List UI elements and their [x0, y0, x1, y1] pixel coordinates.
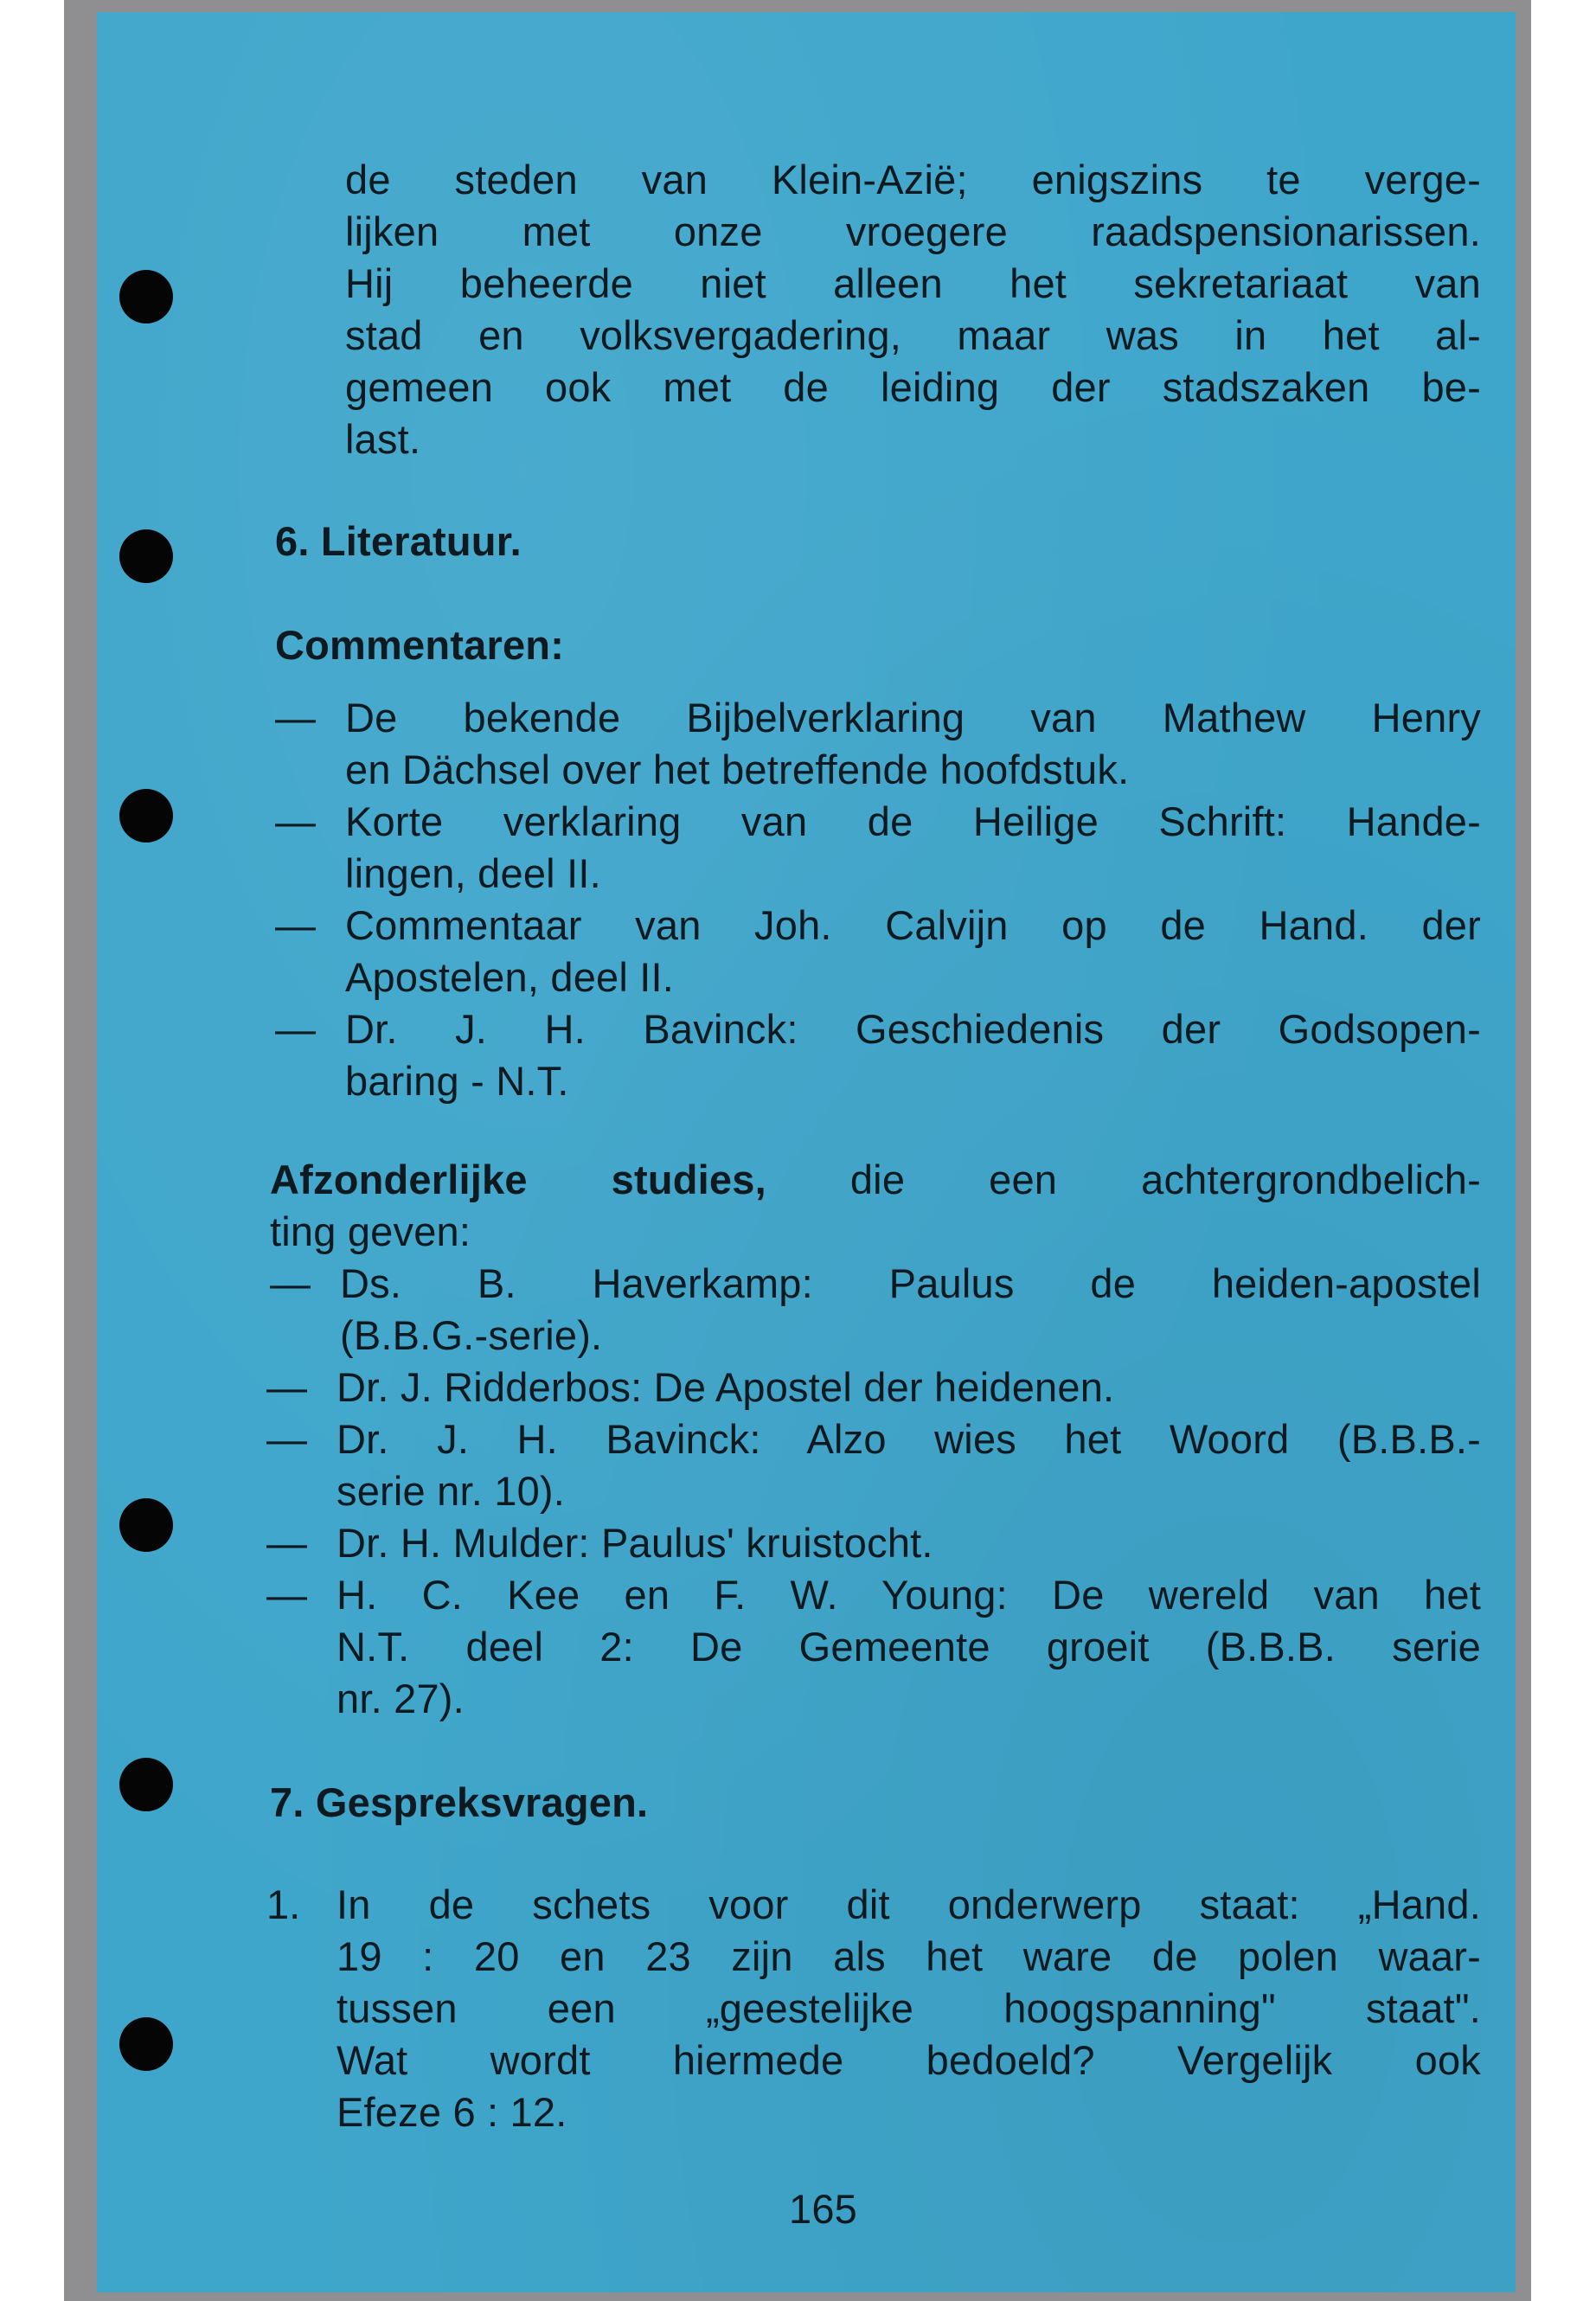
punch-hole-5 [119, 1758, 173, 1811]
question-line: Efeze 6 : 12. [337, 2089, 567, 2135]
punch-hole-3 [119, 789, 173, 843]
list-item-line: H. C. Kee en F. W. Young: De wereld van het [337, 1572, 1481, 1618]
list-dash: — [275, 695, 316, 740]
book-page [97, 12, 1516, 2292]
paragraph-line: stad en volksvergadering, maar was in het al- [345, 312, 1481, 358]
list-dash: — [275, 902, 316, 948]
list-item-line: Ds. B. Haverkamp: Paulus de heiden-apostel [340, 1260, 1481, 1306]
list-item-line: en Dächsel over het betreffende hoofdstuk. [345, 747, 1130, 792]
paragraph-line: de steden van Klein-Azië; enigszins te verge- [345, 157, 1481, 202]
paragraph-line: lijken met onze vroegere raadspensionarissen. [345, 208, 1481, 254]
page-number: 165 [789, 2186, 858, 2232]
list-item-line: Dr. J. H. Bavinck: Alzo wies het Woord (B.B.B.- [337, 1416, 1481, 1462]
list-item-line: (B.B.G.-serie). [340, 1312, 603, 1358]
list-item-line: Commentaar van Joh. Calvijn op de Hand. der [345, 902, 1481, 948]
studies-heading-rest: die een achtergrondbelich- [766, 1157, 1481, 1202]
list-item-line: Dr. H. Mulder: Paulus' kruistocht. [337, 1520, 933, 1566]
list-item-line: Dr. J. Ridderbos: De Apostel der heidenen. [337, 1364, 1115, 1410]
list-dash: — [266, 1520, 307, 1566]
list-dash: — [275, 1006, 316, 1052]
list-item-line: De bekende Bijbelverklaring van Mathew Henry [345, 695, 1481, 740]
list-item-line: lingen, deel II. [345, 850, 601, 896]
studies-heading-line: ting geven: [270, 1208, 471, 1254]
question-number: 1. [266, 1881, 301, 1927]
question-line: Wat wordt hiermede bedoeld? Vergelijk ook [337, 2037, 1481, 2083]
subheading-commentaren: Commentaren: [275, 622, 565, 668]
paragraph-line: last. [345, 416, 421, 462]
list-dash: — [266, 1572, 307, 1618]
list-dash: — [275, 798, 316, 844]
question-line: 19 : 20 en 23 zijn als het ware de polen waar- [337, 1933, 1481, 1979]
question-line: In de schets voor dit onderwerp staat: „Hand. [337, 1881, 1481, 1927]
list-item-line: Dr. J. H. Bavinck: Geschiedenis der Godsopen- [345, 1006, 1481, 1052]
question-line: tussen een „geestelijke hoogspanning" staat". [337, 1985, 1481, 2031]
punch-hole-4 [119, 1498, 173, 1552]
paragraph-line: Hij beheerde niet alleen het sekretariaat van [345, 260, 1481, 306]
studies-heading-line [270, 1154, 1481, 1206]
list-item-line: N.T. deel 2: De Gemeente groeit (B.B.B. serie [337, 1624, 1481, 1670]
punch-hole-1 [119, 270, 173, 324]
paragraph-line: gemeen ook met de leiding der stadszaken be- [345, 364, 1481, 410]
list-dash: — [270, 1260, 311, 1306]
punch-hole-2 [119, 529, 173, 583]
list-item-line: baring - N.T. [345, 1058, 569, 1104]
list-item-line: Apostelen, deel II. [345, 954, 675, 1000]
list-dash: — [266, 1364, 307, 1410]
punch-hole-6 [119, 2017, 173, 2071]
list-item-line: serie nr. 10). [337, 1468, 566, 1514]
studies-heading-bold: Afzonderlijke studies, [270, 1157, 766, 1202]
section-heading-gespreksvragen: 7. Gespreksvragen. [270, 1779, 649, 1825]
section-heading-literatuur: 6. Literatuur. [275, 518, 522, 564]
list-item-line: Korte verklaring van de Heilige Schrift: Hande- [345, 798, 1481, 844]
list-item-line: nr. 27). [337, 1676, 465, 1721]
list-dash: — [266, 1416, 307, 1462]
